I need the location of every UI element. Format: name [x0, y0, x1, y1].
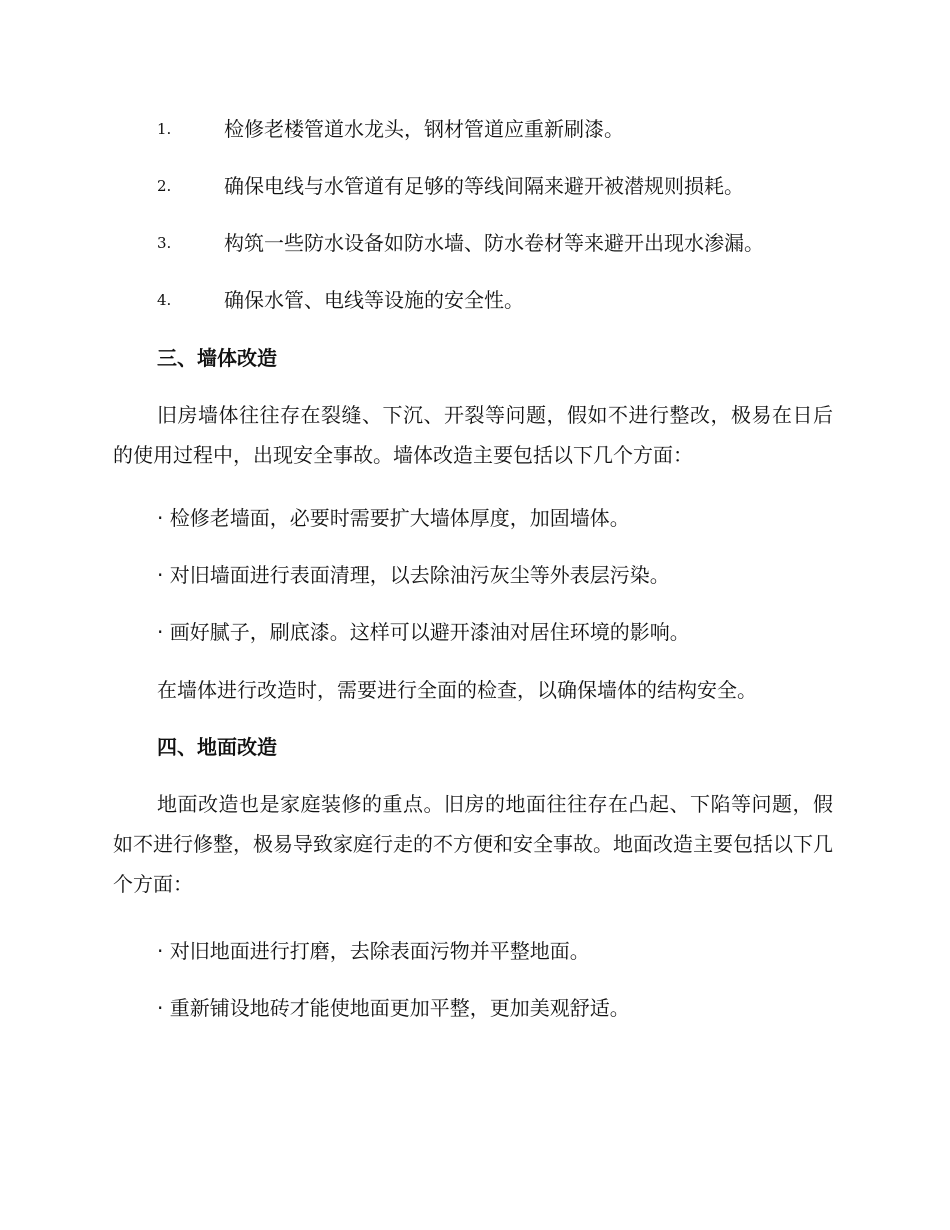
- list-item-number: 4.: [157, 291, 172, 309]
- bullet-item: · 对旧地面进行打磨，去除表面污物并平整地面。: [157, 939, 590, 963]
- bullet-item: · 画好腻子，刷底漆。这样可以避开漆油对居住环境的影响。: [157, 620, 690, 644]
- bullet-item: · 对旧墙面进行表面清理，以去除油污灰尘等外表层污染。: [157, 563, 670, 587]
- paragraph-floor-intro: 地面改造也是家庭装修的重点。旧房的地面往往存在凸起、下陷等问题，假如不进行修整，极易导致家庭行走的不方便和安全事故。地面改造主要包括以下几个方面：: [113, 792, 833, 896]
- list-item-number: 3.: [157, 234, 172, 252]
- bullet-item: · 重新铺设地砖才能使地面更加平整，更加美观舒适。: [157, 996, 630, 1020]
- list-item-number: 1.: [157, 120, 172, 138]
- paragraph-wall-conclusion: 在墙体进行改造时，需要进行全面的检查，以确保墙体的结构安全。: [157, 678, 757, 702]
- section-heading-wall: 三、墙体改造: [157, 346, 277, 370]
- list-item: [0, 228, 950, 258]
- list-item-number: 2.: [157, 177, 172, 195]
- bullet-item: · 检修老墙面，必要时需要扩大墙体厚度，加固墙体。: [157, 506, 630, 530]
- list-item-text: 确保电线与水管道有足够的等线间隔来避开被潜规则损耗。: [224, 174, 744, 198]
- section-heading-floor: 四、地面改造: [157, 735, 277, 759]
- list-item: [0, 114, 950, 144]
- paragraph-wall-intro: 旧房墙体往往存在裂缝、下沉、开裂等问题，假如不进行整改，极易在日后的使用过程中，出现安全事故。墙体改造主要包括以下几个方面：: [113, 403, 833, 467]
- list-item-text: 构筑一些防水设备如防水墙、防水卷材等来避开出现水渗漏。: [224, 231, 764, 255]
- list-item: [0, 171, 950, 201]
- list-item-text: 确保水管、电线等设施的安全性。: [224, 288, 524, 312]
- list-item: [0, 285, 950, 315]
- list-item-text: 检修老楼管道水龙头，钢材管道应重新刷漆。: [224, 117, 624, 141]
